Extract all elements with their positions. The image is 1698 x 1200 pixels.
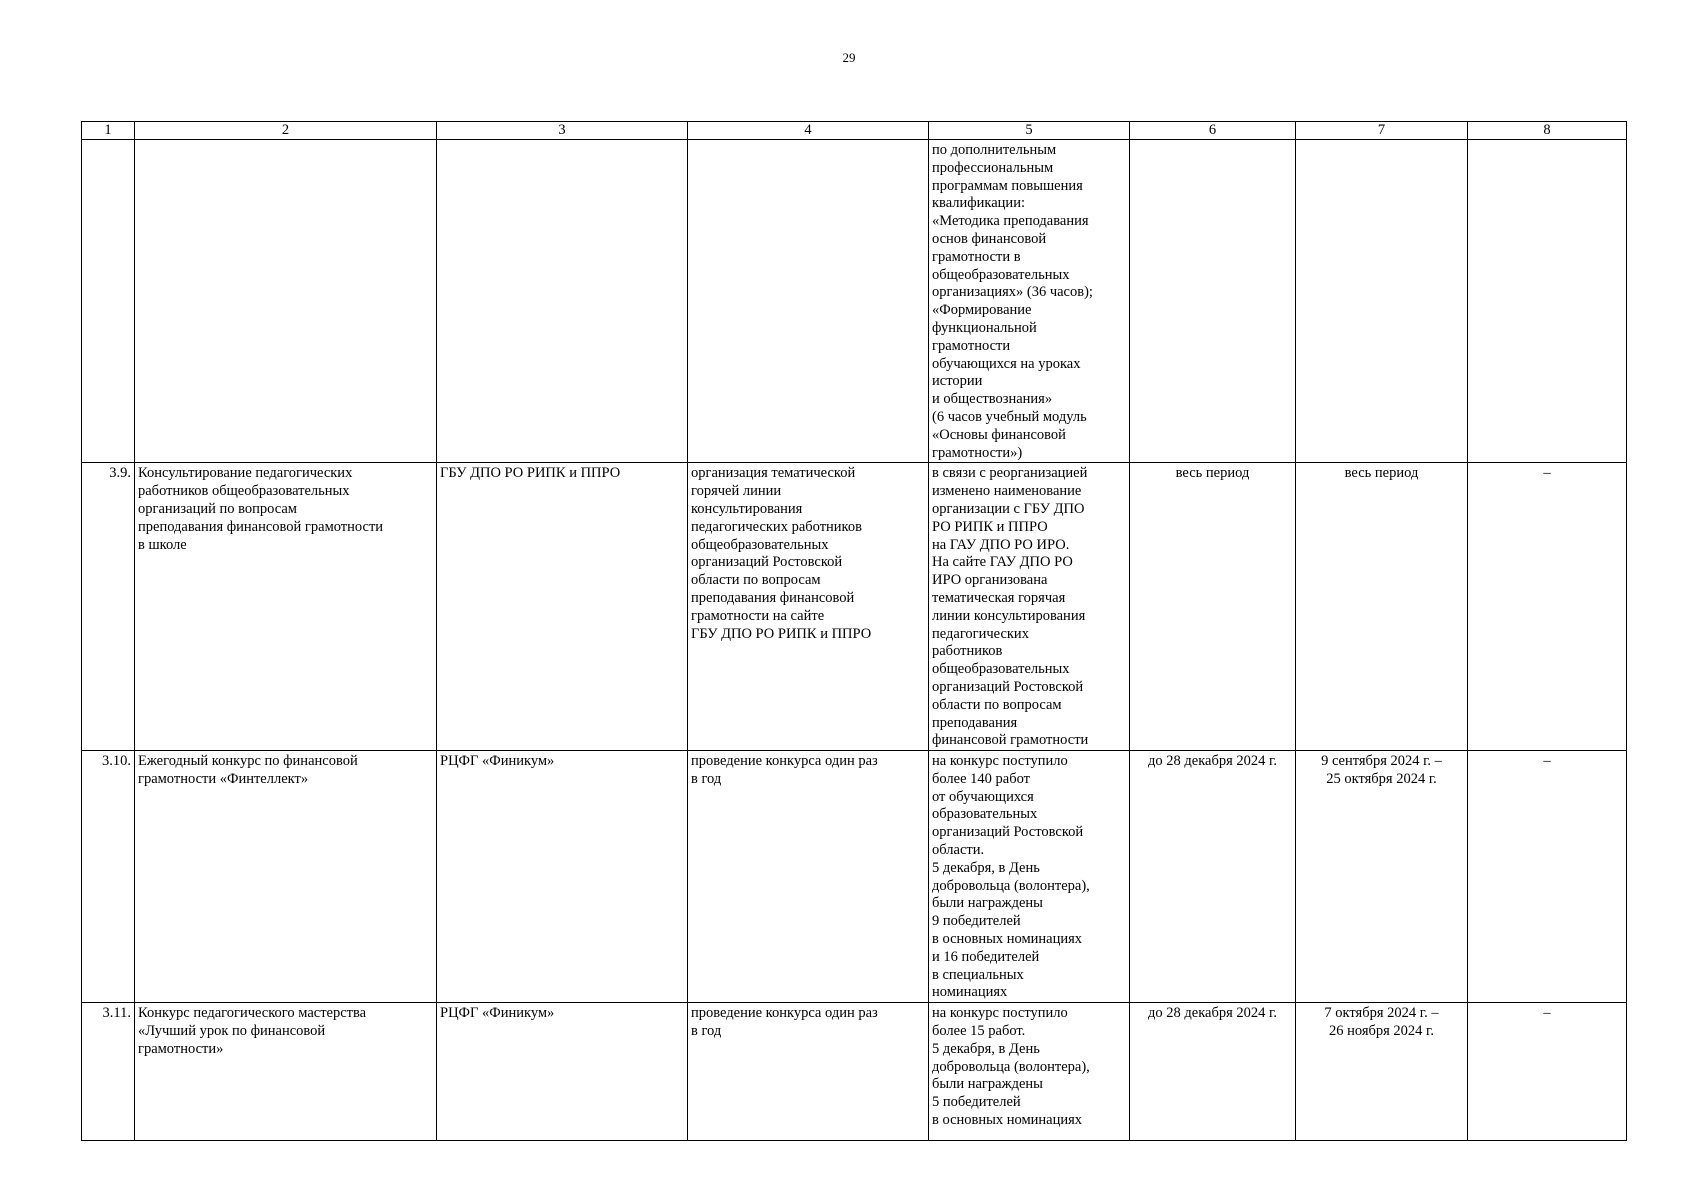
executor-text: РЦФГ «Финикум» bbox=[440, 753, 555, 770]
planned-date-text: весь период bbox=[1175, 465, 1250, 482]
actual-date-text: 9 сентября 2024 г. – 25 октября 2024 г. bbox=[1321, 753, 1442, 787]
note-text: – bbox=[1543, 753, 1551, 770]
note-cell bbox=[1468, 140, 1627, 463]
actual-date-text: 7 октября 2024 г. – 26 ноября 2024 г. bbox=[1324, 1005, 1439, 1040]
result-cell bbox=[929, 140, 1130, 463]
column-header-4: 4 bbox=[688, 122, 929, 140]
indicator-cell bbox=[688, 463, 929, 751]
column-header-2: 2 bbox=[135, 122, 437, 140]
event-text: Консультирование педагогических работников общеобразовательных организаций по вопросам преподавания финансовой грамотности в школе bbox=[138, 465, 384, 553]
planned-date-text: до 28 декабря 2024 г. bbox=[1148, 1005, 1277, 1022]
executor-cell bbox=[437, 1003, 688, 1141]
result-text: в связи с реорганизацией изменено наименование организации с ГБУ ДПО РО РИПК и ППРО на ГАУ ДПО РО ИРО. На сайте ГАУ ДПО РО ИРО организована тематическая горячая линии консультирования педагогических работников общеобразовательных организаций Ростовской области по вопросам преподавания финансовой грамотности bbox=[932, 465, 1089, 749]
result-cell bbox=[929, 751, 1130, 1003]
row-number: 3.10. bbox=[102, 753, 131, 770]
planned-date-cell bbox=[1130, 463, 1296, 751]
report-table bbox=[81, 121, 1627, 1141]
indicator-text: организация тематической горячей линии консультирования педагогических работников общеобразовательных организаций Ростовской области по вопросам преподавания финансовой грамотности на сайте ГБУ ДПО РО РИПК и ППРО bbox=[691, 465, 872, 642]
executor-cell bbox=[437, 751, 688, 1003]
indicator-text: проведение конкурса один раз в год bbox=[691, 1005, 878, 1040]
note-text: – bbox=[1543, 465, 1551, 482]
executor-cell bbox=[437, 463, 688, 751]
note-cell bbox=[1468, 751, 1627, 1003]
table-row bbox=[82, 1003, 1627, 1141]
planned-date-text: до 28 декабря 2024 г. bbox=[1148, 753, 1277, 770]
column-header-1: 1 bbox=[82, 122, 135, 140]
executor-text: РЦФГ «Финикум» bbox=[440, 1005, 555, 1022]
executor-cell bbox=[437, 140, 688, 463]
table-row bbox=[82, 140, 1627, 463]
planned-date-cell bbox=[1130, 751, 1296, 1003]
result-cell bbox=[929, 1003, 1130, 1141]
actual-date-cell bbox=[1296, 463, 1468, 751]
header-row bbox=[82, 122, 1627, 140]
actual-date-cell bbox=[1296, 140, 1468, 463]
table-row bbox=[82, 751, 1627, 1003]
row-number-cell bbox=[82, 463, 135, 751]
result-text: на конкурс поступило более 15 работ. 5 декабря, в День добровольца (волонтера), были награждены 5 победителей в основных номинациях bbox=[932, 1005, 1090, 1129]
actual-date-text: весь период bbox=[1344, 465, 1419, 482]
column-header-3: 3 bbox=[437, 122, 688, 140]
result-cell bbox=[929, 463, 1130, 751]
indicator-text: проведение конкурса один раз в год bbox=[691, 753, 878, 787]
indicator-cell bbox=[688, 751, 929, 1003]
column-header-5: 5 bbox=[929, 122, 1130, 140]
indicator-cell bbox=[688, 1003, 929, 1141]
row-number-cell bbox=[82, 140, 135, 463]
row-number-cell bbox=[82, 1003, 135, 1141]
event-cell bbox=[135, 463, 437, 751]
executor-text: ГБУ ДПО РО РИПК и ППРО bbox=[440, 465, 621, 482]
actual-date-cell bbox=[1296, 1003, 1468, 1141]
event-text: Конкурс педагогического мастерства «Лучший урок по финансовой грамотности» bbox=[138, 1005, 367, 1057]
result-text: по дополнительным профессиональным программам повышения квалификации: «Методика преподавания основ финансовой грамотности в общеобразовательных организациях» (36 часов); «Формирование функциональной грамотности обучающихся на уроках истории и обществознания» (6 часов учебный модуль «Основы финансовой грамотности») bbox=[932, 142, 1093, 461]
indicator-cell bbox=[688, 140, 929, 463]
note-cell bbox=[1468, 463, 1627, 751]
column-header-8: 8 bbox=[1468, 122, 1627, 140]
event-cell bbox=[135, 1003, 437, 1141]
page-number: 29 bbox=[842, 50, 856, 65]
row-number-cell bbox=[82, 751, 135, 1003]
event-cell bbox=[135, 751, 437, 1003]
result-text: на конкурс поступило более 140 работ от обучающихся образовательных организаций Ростовской области. 5 декабря, в День добровольца (волонтера), были награждены 9 победителей в основных номинациях и 16 победителей в специальных номинациях bbox=[932, 753, 1090, 1001]
table-row bbox=[82, 463, 1627, 751]
actual-date-cell bbox=[1296, 751, 1468, 1003]
event-text: Ежегодный конкурс по финансовой грамотности «Финтеллект» bbox=[138, 753, 358, 787]
planned-date-cell bbox=[1130, 140, 1296, 463]
note-cell bbox=[1468, 1003, 1627, 1141]
event-cell bbox=[135, 140, 437, 463]
row-number: 3.11. bbox=[102, 1005, 131, 1022]
row-number: 3.9. bbox=[109, 465, 131, 482]
column-header-7: 7 bbox=[1296, 122, 1468, 140]
note-text: – bbox=[1543, 1005, 1551, 1022]
column-header-6: 6 bbox=[1130, 122, 1296, 140]
planned-date-cell bbox=[1130, 1003, 1296, 1141]
